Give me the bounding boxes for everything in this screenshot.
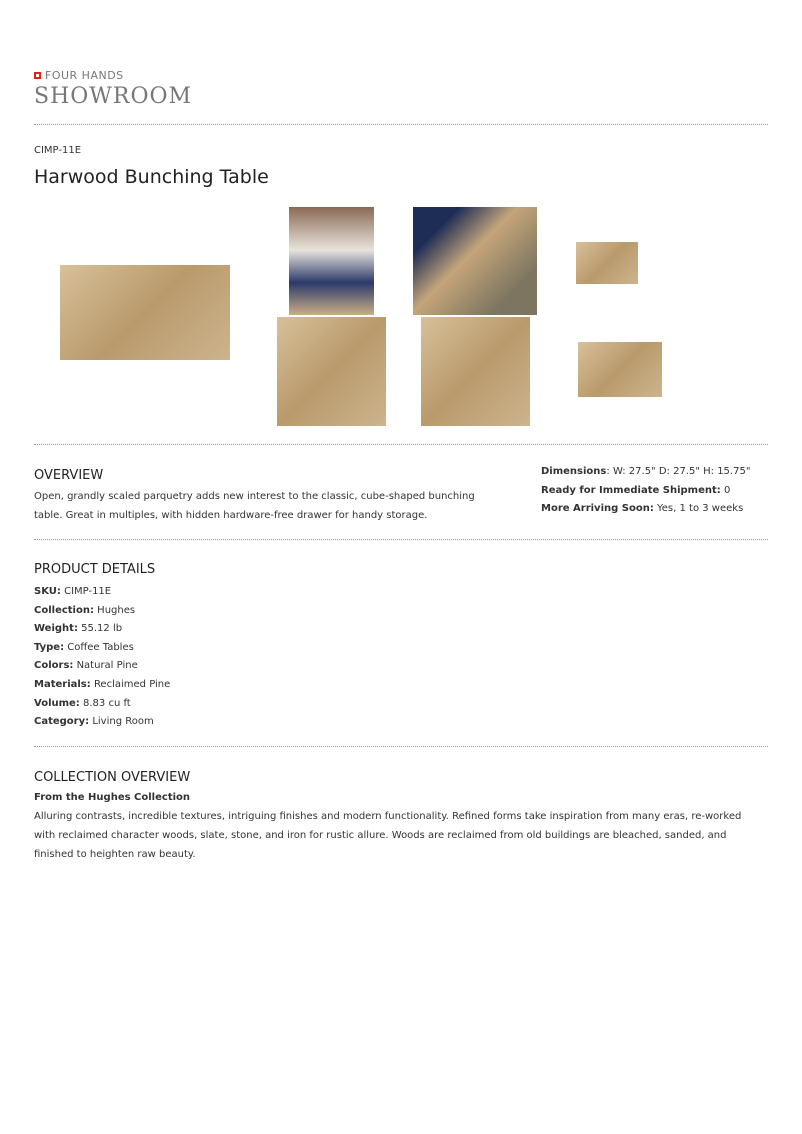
product-image-drawer [576,242,638,284]
detail-row: Weight: 55.12 lb [34,623,123,635]
product-image-lifestyle [413,207,537,315]
spec-ready: Ready for Immediate Shipment: 0 [541,484,731,496]
collection-heading: COLLECTION OVERVIEW [34,770,191,785]
detail-row: Volume: 8.83 cu ft [34,697,131,709]
divider [34,124,768,125]
detail-row: SKU: CIMP-11E [34,586,112,597]
details-list [34,583,170,732]
product-image-top [277,317,386,426]
detail-row: Colors: Natural Pine [34,660,138,672]
divider [34,746,768,747]
detail-row: Category: Living Room [34,716,154,728]
product-sku: CIMP-11E [34,145,82,156]
spec-list [541,463,750,519]
brand-logo [34,69,124,82]
details-heading: PRODUCT DETAILS [34,562,156,577]
product-image-room [289,207,374,315]
product-image-front [578,342,662,397]
detail-row: Type: Coffee Tables [34,641,134,653]
detail-row: Materials: Reclaimed Pine [34,678,171,690]
logo-square-icon [34,72,41,79]
divider [34,539,768,540]
brand-main: SHOWROOM [34,84,193,109]
product-image-corner [421,317,530,426]
product-image-main [60,265,230,360]
divider [34,444,768,445]
product-title: Harwood Bunching Table [34,166,269,188]
collection-text: Alluring contrasts, incredible textures, intriguing finishes and modern functionality. Refined forms take inspiration from many eras, re-worked with reclaimed character woods, slate, stone, and iron for rustic allure. Woods are reclaimed from old buildings are bleached, sanded, and finished to heighten raw beauty. [34,811,742,860]
spec-arriving: More Arriving Soon: Yes, 1 to 3 weeks [541,503,744,515]
spec-dimensions: Dimensions: W: 27.5" D: 27.5" H: 15.75" [541,466,751,477]
detail-row: Collection: Hughes [34,604,136,616]
overview-text: Open, grandly scaled parquetry adds new interest to the classic, cube-shaped bunching table. Great in multiples, with hidden hardware-free drawer for handy storage. [34,491,475,521]
brand-top: FOUR HANDS [45,69,124,82]
collection-subheading: From the Hughes Collection [34,792,191,803]
overview-heading: OVERVIEW [34,468,104,483]
